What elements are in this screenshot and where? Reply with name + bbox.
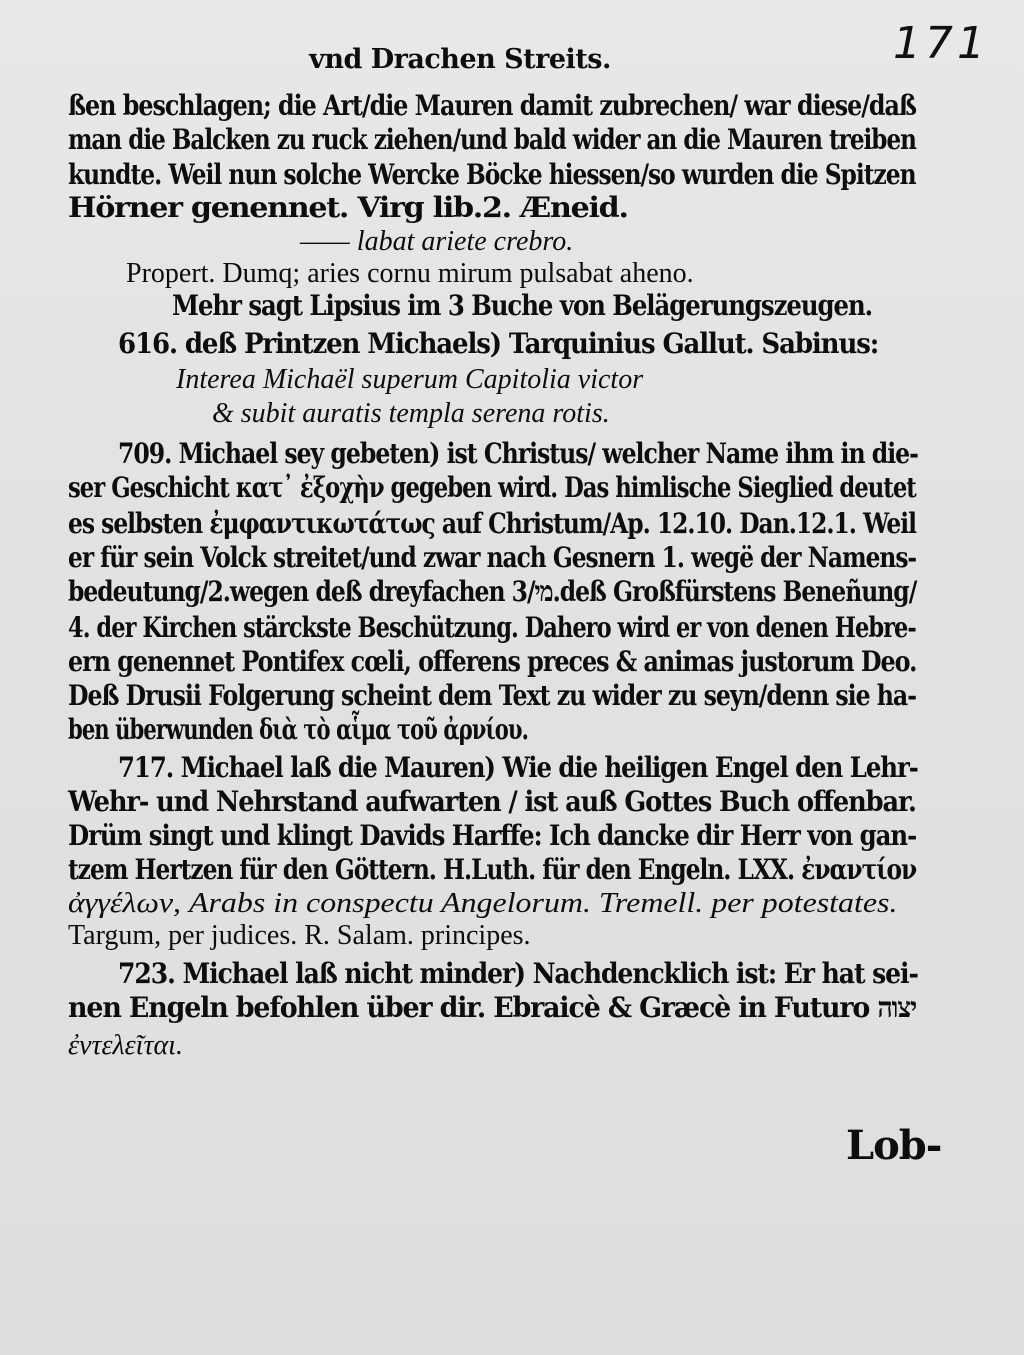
text-line: —— labat ariete crebro. [300, 226, 574, 257]
text-line: ser Geschicht κατ᾽ ἐξοχὴν gegeben wird. Das himlische Sieglied deutet [68, 471, 916, 504]
catchword: Lob- [846, 1122, 942, 1169]
text-line: tzem Hertzen für den Göttern. H.Luth. für den Engeln. LXX. ἐναντίον [68, 853, 917, 886]
text-line: Interea Michaël superum Capitolia victor [176, 364, 644, 395]
text-line: kundte. Weil nun solche Wercke Böcke hiessen/so wurden die Spitzen [68, 158, 916, 191]
text-line: Hörner genennet. Virg lib.2. Æneid. [68, 191, 628, 224]
text-line: Wehr- und Nehrstand aufwarten / ist auß Gottes Buch offenbar. [68, 785, 916, 818]
text-line: Targum, per judices. R. Salam. principes. [68, 920, 531, 951]
text-line: 4. der Kirchen stärckste Beschützung. Dahero wird er von denen Hebre- [68, 611, 916, 644]
text-line: ern genennet Pontifex cœli, offerens preces & animas justorum Deo. [68, 645, 917, 678]
text-line: ben überwunden διὰ τὸ αἷμα τοῦ ἀρνίου. [68, 713, 529, 746]
text-line: Deß Drusii Folgerung scheint dem Text zu wider zu seyn/denn sie ha- [68, 679, 916, 712]
text-line: 717. Michael laß die Mauren) Wie die heiligen Engel den Lehr- [118, 751, 918, 784]
text-line: 709. Michael sey gebeten) ist Christus/ welcher Name ihm in die- [118, 437, 918, 470]
text-line: ἐντελεῖται. [68, 1030, 183, 1061]
text-line: nen Engeln befohlen über dir. Ebraicè & Græcè in Futuro יצוה [68, 991, 917, 1024]
page-number: 171 [893, 18, 989, 69]
text-line: Mehr sagt Lipsius im 3 Buche von Belägerungszeugen. [172, 289, 873, 322]
text-line: Drüm singt und klingt Davids Harffe: Ich dancke dir Herr von gan- [68, 819, 917, 852]
text-line: man die Balcken zu ruck ziehen/und bald wider an die Mauren treiben [68, 123, 916, 156]
text-line: Propert. Dumq; aries cornu mirum pulsabat aheno. [126, 258, 694, 289]
running-head: vnd Drachen Streits. [309, 44, 611, 75]
text-line: & subit auratis templa serena rotis. [212, 398, 610, 429]
text-line: 616. deß Printzen Michaels) Tarquinius Gallut. Sabinus: [118, 327, 879, 360]
text-line: es selbsten ἐμφαντικωτάτως auf Christum/Ap. 12.10. Dan.12.1. Weil [68, 507, 916, 540]
text-line: bedeutung/2.wegen deß dreyfachen מי/3.deß Großfürstens Beneñung/ [68, 575, 917, 608]
text-line: er für sein Volck streitet/und zwar nach Gesnern 1. wegë der Namens- [68, 541, 917, 574]
text-line: ßen beschlagen; die Art/die Mauren damit zubrechen/ war diese/daß [68, 89, 916, 122]
text-line: 723. Michael laß nicht minder) Nachdencklich ist: Er hat sei- [118, 957, 918, 990]
text-line: ἀγγέλων, Arabs in conspectu Angelorum. Tremell. per potestates. [68, 888, 898, 919]
